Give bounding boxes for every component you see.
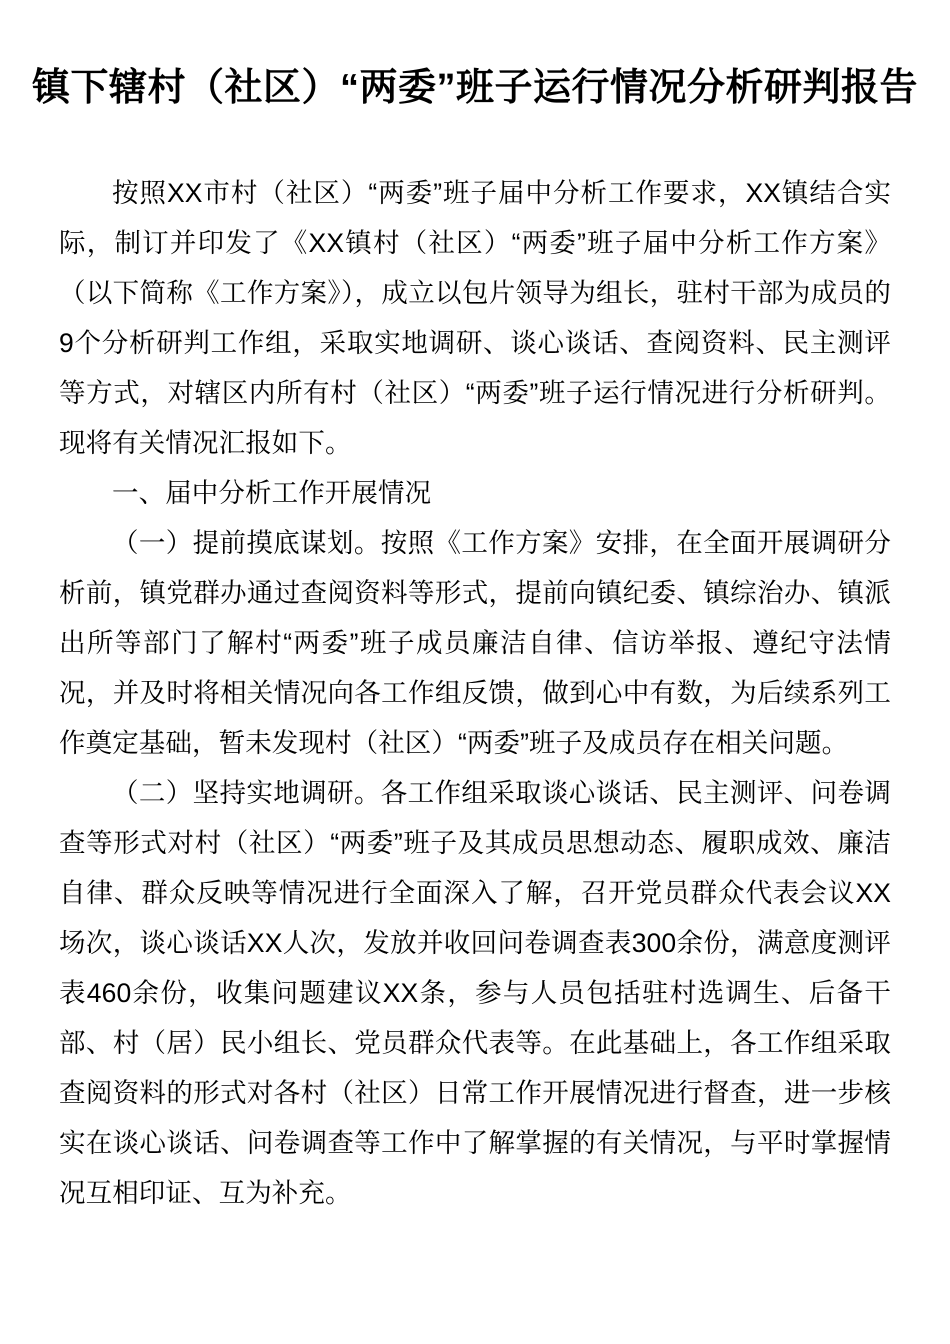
paragraph-section-1-2: （二）坚持实地调研。各工作组采取谈心谈话、民主测评、问卷调查等形式对村（社区）“两委”班子及其成员思想动态、履职成效、廉洁自律、群众反映等情况进行全面深入了解，召开党员群众代表会议XX场次，谈心谈话XX人次，发放并收回问卷调查表300余份，满意度测评表460余份，收集问题建议XX条，参与人员包括驻村选调生、后备干部、村（居）民小组长、党员群众代表等。在此基础上，各工作组采取查阅资料的形式对各村（社区）日常工作开展情况进行督查，进一步核实在谈心谈话、问卷调查等工作中了解掌握的有关情况，与平时掌握情况互相印证、互为补充。	[59, 778, 891, 1208]
paragraph-section-1-1: （一）提前摸底谋划。按照《工作方案》安排，在全面开展调研分析前，镇党群办通过查阅资料等形式，提前向镇纪委、镇综治办、镇派出所等部门了解村“两委”班子成员廉洁自律、信访举报、遵纪守法情况，并及时将相关情况向各工作组反馈，做到心中有数，为后续系列工作奠定基础，暂未发现村（社区）“两委”班子及成员存在相关问题。	[59, 528, 891, 758]
page-title: 镇下辖村（社区）“两委”班子运行情况分析研判报告	[31, 67, 918, 109]
title-spacer	[0, 114, 950, 168]
paragraph-intro: 按照XX市村（社区）“两委”班子届中分析工作要求，XX镇结合实际，制订并印发了《XX镇村（社区）“两委”班子届中分析工作方案》（以下简称《工作方案》），成立以包片领导为组长，驻村干部为成员的9个分析研判工作组，采取实地调研、谈心谈话、查阅资料、民主测评等方式，对辖区内所有村（社区）“两委”班子运行情况进行分析研判。现将有关情况汇报如下。	[59, 178, 891, 458]
document-body	[59, 168, 891, 1218]
section-heading-1: 一、届中分析工作开展情况	[112, 478, 432, 508]
